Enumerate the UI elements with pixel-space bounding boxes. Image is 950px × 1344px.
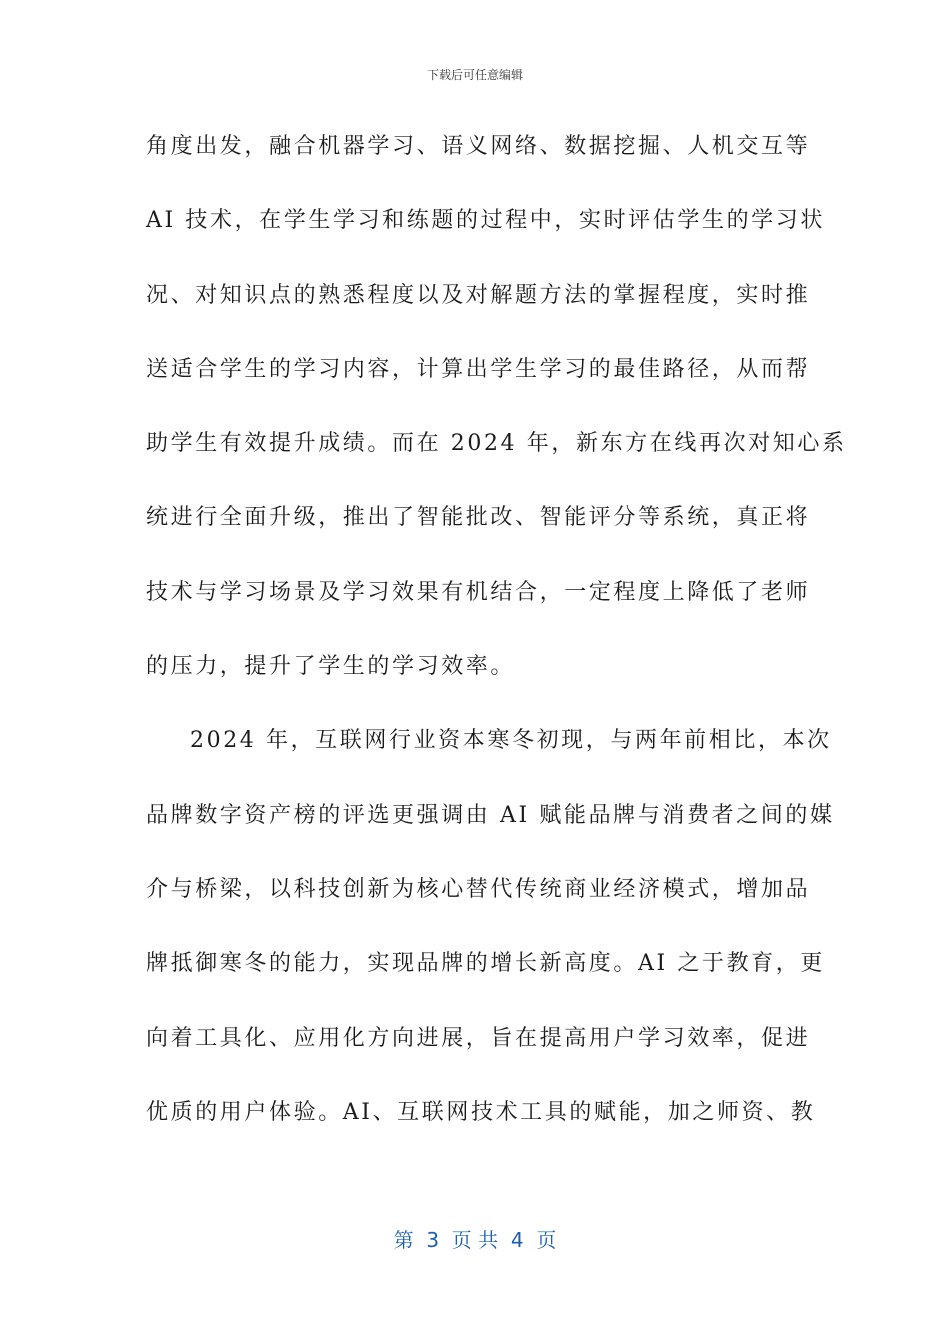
text-line: 牌抵御寒冬的能力，实现品牌的增长新高度。AI 之于教育，更 <box>146 951 825 977</box>
text-line: 送适合学生的学习内容，计算出学生学习的最佳路径，从而帮 <box>146 356 811 382</box>
text-line: 助学生有效提升成绩。而在 2024 年，新东方在线再次对知心系 <box>146 431 847 457</box>
page-number: 第 3 页 共 4 页 <box>393 1228 557 1252</box>
header-note: 下载后可任意编辑 <box>426 68 523 82</box>
paragraph-start-line: 2024 年，互联网行业资本寒冬初现，与两年前相比，本次 <box>190 728 832 754</box>
text-line: 品牌数字资产榜的评选更强调由 AI 赋能品牌与消费者之间的媒 <box>146 802 835 828</box>
text-line: 角度出发，融合机器学习、语义网络、数据挖掘、人机交互等 <box>146 134 811 159</box>
text-line: AI 技术，在学生学习和练题的过程中，实时评估学生的学习状 <box>146 208 825 234</box>
text-line: 统进行全面升级，推出了智能批改、智能评分等系统，真正将 <box>146 505 811 531</box>
document-body <box>146 124 847 1164</box>
text-line: 的压力，提升了学生的学习效率。 <box>146 654 516 680</box>
text-line: 优质的用户体验。AI、互联网技术工具的赋能，加之师资、教 <box>146 1099 816 1125</box>
text-line: 况、对知识点的熟悉程度以及对解题方法的掌握程度，实时推 <box>146 282 811 308</box>
text-line: 介与桥梁，以科技创新为核心替代传统商业经济模式，增加品 <box>146 876 811 902</box>
text-line: 向着工具化、应用化方向进展，旨在提高用户学习效率，促进 <box>146 1025 811 1051</box>
text-line: 技术与学习场景及学习效果有机结合，一定程度上降低了老师 <box>146 579 811 605</box>
